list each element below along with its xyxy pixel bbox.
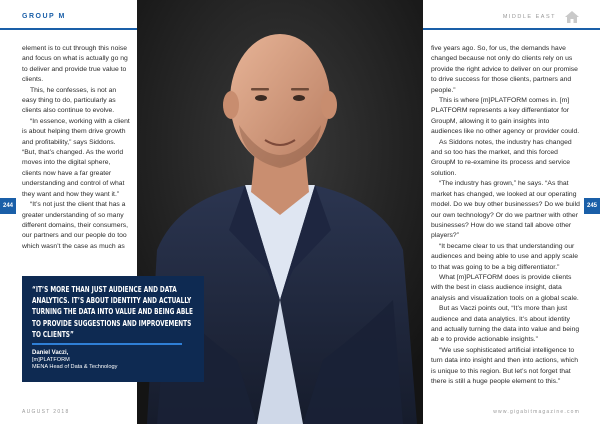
right-text-column [431,44,581,387]
paragraph: This is where [m]PLATFORM comes in. [m] PLATFORM represents a key differentiator for GroupM, allowing it to gain insights into audiences like no other agency or provider could. [431,97,580,136]
quote-author-role: MENA Head of Data & Technology [32,363,118,370]
paragraph: “In essence, working with a client is about helping them drive growth and profitability,” says Siddons. “But, that’s changed. As the world moves into the digital sphere, clients now have a far greater understanding and control of what they want and how they want it.” [22,117,130,198]
issue-date: AUGUST 2018 [22,409,70,415]
paragraph: five years ago. So, for us, the demands have changed because not only do clients rely on us provide the right advice to deliver on our promise to drive success for those clients, partners and people.” [431,45,578,94]
paragraph: As Siddons notes, the industry has changed and so too has the market, and this forced GroupM to re-examine its process and service solution. [431,138,572,177]
website-link[interactable]: www.gigabitmagazine.com [493,409,580,415]
page-number-left: 244 [0,198,16,214]
paragraph: “It’s not just the client that has a greater understanding of so many different domains, their consumers, our partners and our people do too which wasn’t the case as much as [22,201,129,250]
paragraph: But as Vaczi points out, “It’s more than just audience and data analytics. It’s about identity and actually turning the data into value and being ab e to provide actionable insights.” [431,305,580,344]
page-number-right: 245 [584,198,600,214]
paragraph: What [m]PLATFORM does is provide clients with the best in class audience insight, data analysis and visualization tools on a global scale. [431,273,579,302]
pull-quote-rule [32,343,182,345]
pull-quote [22,276,204,382]
quote-author-name: Daniel Vaczi, [32,349,69,356]
quote-author-company: [m]PLATFORM [32,356,70,363]
home-icon[interactable] [564,10,580,24]
left-text-column [22,44,130,252]
paragraph: “We use sophisticated artificial intelligence to turn data into insight and then into actions, which is unique to this region. But let’s not forget that there is still a huge people element to this.” [431,346,578,385]
pull-quote-text: “IT’S MORE THAN JUST AUDIENCE AND DATA ANALYTICS. IT’S ABOUT IDENTITY AND ACTUALLY TURNING THE DATA INTO VALUE AND BEING ABLE TO PROVIDE SUGGESTIONS AND IMPROVEMENTS TO CLIENTS” [32,285,193,339]
paragraph: “The industry has grown,” he says. “As that market has changed, we looked at our operating model. Do we buy other businesses? Do we build our own technology? Or do we partner with other businesses? How do we stand tall above other players?” [431,180,580,240]
paragraph: “It became clear to us that understanding our audiences and being able to use and apply scale to that was going to be a big differentiator.” [431,242,578,271]
paragraph: element is to cut through this noise and focus on what is actually go ng to deliver and provide true value to clients. [22,45,128,84]
region-title: MIDDLE EAST [502,14,556,20]
paragraph: This, he confesses, is not an easy thing to do, particularly as clients also continue to evolve. [22,86,117,115]
section-title: GROUP M [22,13,66,20]
